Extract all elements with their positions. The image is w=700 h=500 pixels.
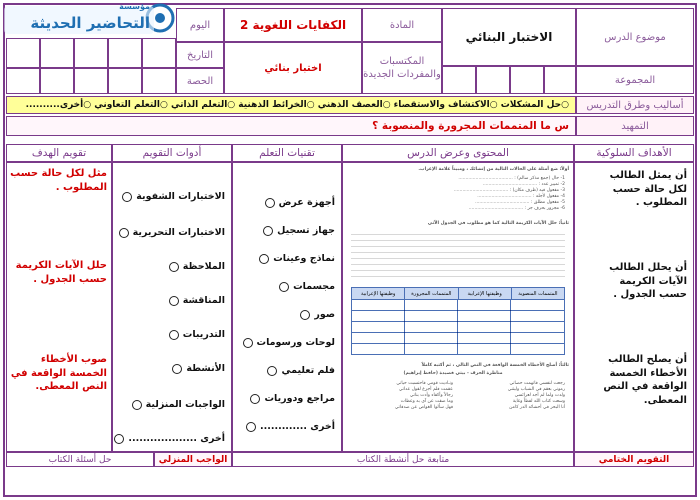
col-tools-head: أدوات التقويم — [112, 144, 232, 162]
technique-option[interactable] — [263, 225, 335, 236]
q1-item: 4- مفعول لأجله : ...................................... — [477, 194, 565, 200]
intro-label: التمهيد — [576, 116, 694, 136]
intro-value: س ما المتممات المجرورة والمنصوبة ؟ — [6, 116, 576, 136]
q2-verses — [351, 229, 565, 279]
poem-line: أنا البحر في أحشائه الدر كامن — [509, 405, 565, 411]
radio-circle-icon[interactable] — [300, 310, 310, 320]
q1-item: 6- مجرور بحرف جر : ...................................... — [468, 206, 565, 212]
technique-label: أخرى ............. — [260, 421, 335, 432]
evaluation-3: صوب الأخطاء الخمسة الواقعة في النص المعطى. — [10, 354, 107, 392]
poem-line: فهل سألوا الغواص عن صدفاتي — [394, 405, 453, 411]
acquired-label: المكتسبات والمفردات الجديدة — [362, 42, 442, 94]
grid-cell — [74, 68, 108, 94]
group-label: المجموعة — [576, 66, 694, 94]
technique-label: أجهزة عرض — [278, 197, 335, 208]
poem-title: مناظرة الحرف - بيتي قصيدة (حافظ إبراهيم) — [403, 371, 503, 376]
radio-circle-icon[interactable] — [243, 338, 253, 348]
technique-label: مجسمات — [293, 281, 335, 292]
col-content-head: المحتوى وعرض الدرس — [342, 144, 574, 162]
period-label: الحصة — [176, 68, 224, 94]
grid-cell — [544, 66, 576, 94]
date-label: التاريخ — [176, 42, 224, 68]
technique-option[interactable] — [265, 197, 335, 208]
logo-line2: التحاضير الحديثة — [30, 14, 150, 32]
q1-item: 2- تمييز عدد : ...................................... — [482, 182, 565, 188]
grid-cell — [6, 68, 40, 94]
radio-circle-icon[interactable] — [169, 262, 179, 272]
q1-item: 5- مفعول مطلق : ...................................... — [475, 200, 565, 206]
radio-circle-icon[interactable] — [169, 330, 179, 340]
evaluation-2: حلل الآيات الكريمة حسب الجدول . — [15, 260, 107, 285]
day-label: اليوم — [176, 8, 224, 42]
grid-cell — [74, 38, 108, 68]
technique-option[interactable] — [267, 365, 335, 376]
subject-value: الكفايات اللغوية 2 — [224, 8, 362, 42]
technique-label: فلم تعليمي — [281, 365, 335, 376]
subject-label: المادة — [362, 8, 442, 42]
radio-circle-icon[interactable] — [169, 296, 179, 306]
lesson-topic-label: موضوع الدرس — [576, 8, 694, 66]
objectives-column — [574, 162, 694, 452]
objective-3: أن يصلح الطالب الأخطاء الخمسة الواقعة في النص المعطى. — [603, 354, 687, 406]
tool-option[interactable] — [169, 261, 225, 272]
table-body — [352, 300, 564, 354]
table-header-cell: وظيفتها الإعرابية — [458, 288, 511, 299]
tool-option[interactable] — [119, 227, 225, 238]
tool-option[interactable] — [169, 329, 225, 340]
q2-text: ثانياً: حلل الآيات الكريمة التالية كما هو مطلوب في الجدول الآتي — [427, 221, 569, 226]
tool-option[interactable] — [114, 433, 225, 444]
grid-cell — [142, 68, 176, 94]
radio-circle-icon[interactable] — [114, 434, 124, 444]
grid-cell — [108, 38, 142, 68]
homework-label: الواجب المنزلي — [154, 452, 232, 467]
poem-line: عقمت فلم أجزع لقول عداتي — [398, 387, 453, 393]
tool-label: الاختبارات التحريرية — [132, 227, 225, 238]
tool-option[interactable] — [132, 399, 225, 410]
tool-label: أخرى ................... — [128, 433, 225, 444]
q3-text: ثالثاً: أصلح الأخطاء الخمسة الواقعة في النص التالي ، ثم أكتبه كاملاً — [421, 363, 569, 368]
tool-label: المناقشة — [182, 295, 225, 306]
technique-label: مراجع ودوريات — [264, 393, 335, 404]
q1-item: 3- مفعول فيه (ظرف مكان) : ...................................... — [453, 188, 565, 194]
book-questions: حل أسئلة الكتاب — [6, 452, 154, 467]
table-header-cell: المتممات المنصوبة — [511, 288, 564, 299]
tool-label: الأنشطة — [186, 363, 225, 374]
grid-cell — [108, 68, 142, 94]
poem — [351, 381, 565, 411]
tool-label: الاختبارات الشفوية — [136, 191, 225, 202]
radio-circle-icon[interactable] — [122, 192, 132, 202]
poem-line: رجالاً وأكفاء وأدت بناتي — [409, 393, 453, 399]
technique-option[interactable] — [250, 393, 335, 404]
grid-cell — [40, 38, 74, 68]
methods-value: ○حل المشكلات ○الاكتشاف والاستقصاء ○العصف الذهني ○الخرائط الذهنية ○التعلم الذاتي ○التعلم التعاوني ○أخرى.......... — [6, 96, 576, 114]
lesson-title: الاختبار البنائي — [442, 8, 576, 66]
content-column — [342, 162, 574, 452]
q1-text: أولاً: ضع أمثلة على الحالات التالية من إنشائك ، ومبيناً علامة الإعراب. — [418, 167, 569, 172]
final-eval-label: التقويم الختامي — [574, 452, 694, 467]
radio-circle-icon[interactable] — [132, 400, 142, 410]
logo — [0, 0, 180, 40]
table-header-cell: المتممات المجرورة — [404, 288, 457, 299]
radio-circle-icon[interactable] — [267, 366, 277, 376]
radio-circle-icon[interactable] — [279, 282, 289, 292]
technique-option[interactable] — [259, 253, 335, 264]
radio-circle-icon[interactable] — [259, 254, 269, 264]
technique-label: لوحات ورسومات — [256, 337, 335, 348]
tools-column — [112, 162, 232, 452]
tool-option[interactable] — [169, 295, 225, 306]
analysis-table — [351, 287, 565, 355]
acquired-value: اختبار بنائي — [224, 42, 362, 94]
poem-line: ولدت ولما لم أجد لعرائسي — [514, 393, 565, 399]
radio-circle-icon[interactable] — [265, 198, 275, 208]
col-techniques-head: تقنيات التعلم — [232, 144, 342, 162]
table-header-row — [352, 288, 564, 300]
tool-option[interactable] — [122, 191, 225, 202]
radio-circle-icon[interactable] — [250, 394, 260, 404]
objective-2: أن يحلل الطالب الآيات الكريمة حسب الجدول . — [609, 262, 687, 300]
poem-line: وسعت كتاب الله لفظاً وغاية — [512, 399, 565, 405]
radio-circle-icon[interactable] — [172, 364, 182, 374]
poem-line: رجعت لنفسي فاتهمت حصاتي — [509, 381, 565, 386]
technique-option[interactable] — [279, 281, 335, 292]
book-activities: متابعة حل أنشطة الكتاب — [232, 452, 574, 467]
evaluation-column — [6, 162, 112, 452]
poem-line: ونـاديت قومي فاحتسبت حياتي — [396, 381, 453, 386]
grid-cell — [142, 38, 176, 68]
tool-option[interactable] — [172, 363, 225, 374]
radio-circle-icon[interactable] — [119, 228, 129, 238]
grid-cell — [40, 68, 74, 94]
evaluation-1: مثل لكل حالة حسب المطلوب . — [10, 168, 107, 193]
col-eval-head: تقويم الهدف — [6, 144, 112, 162]
techniques-column — [232, 162, 342, 452]
radio-circle-icon[interactable] — [246, 422, 256, 432]
radio-circle-icon[interactable] — [263, 226, 273, 236]
tool-label: الواجبات المنزلية — [145, 399, 225, 410]
q1-item: 1- حال (جمع مذكر سالم) : ...................................... — [458, 176, 565, 181]
col-objectives-head: الأهداف السلوكية — [574, 144, 694, 162]
grid-cell — [476, 66, 510, 94]
technique-label: صور — [314, 309, 335, 320]
q1-items — [351, 176, 565, 212]
table-header-cell: وظيفتها الإعرابية — [360, 291, 396, 297]
grid-cell — [442, 66, 476, 94]
objective-1: أن يمثل الطالب لكل حالة حسب المطلوب . — [609, 170, 687, 208]
poem-line: وما ضقت عن آي به وعظات — [400, 399, 453, 405]
logo-line1: مؤسسة — [119, 2, 150, 11]
technique-option[interactable] — [300, 309, 335, 320]
grid-cell — [510, 66, 544, 94]
poem-line: رموني بعقم في الشباب وليتني — [507, 387, 565, 393]
technique-label: جهاز تسجيل — [277, 225, 335, 236]
technique-option[interactable] — [246, 421, 335, 432]
technique-label: نماذج وعينات — [273, 253, 335, 264]
technique-option[interactable] — [243, 337, 335, 348]
tool-label: التدريبات — [182, 329, 225, 340]
tool-label: الملاحظة — [182, 261, 225, 272]
methods-label: أساليب وطرق التدريس — [576, 96, 694, 114]
grid-cell — [6, 38, 40, 68]
